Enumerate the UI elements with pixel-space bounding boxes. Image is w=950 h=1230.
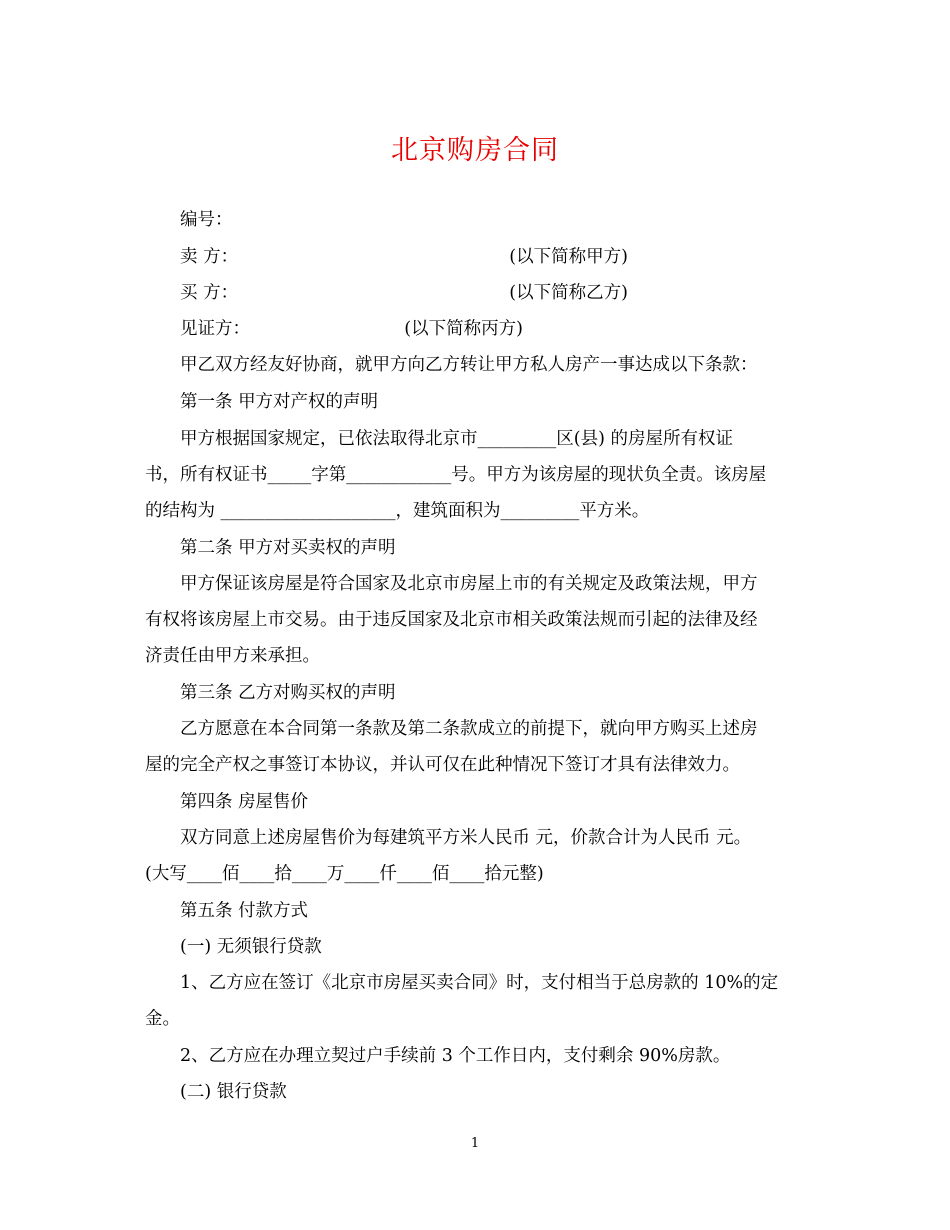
body-line: 甲方保证该房屋是符合国家及北京市房屋上市的有关规定及政策法规，甲方 <box>180 574 758 594</box>
body-line: 乙方愿意在本合同第一条款及第二条款成立的前提下，就向甲方购买上述房 <box>180 719 758 739</box>
body-line: 书，所有权证书_____字第____________号。甲方为该房屋的现状负全责。该房屋 <box>145 465 767 485</box>
article-2-heading: 第二条 甲方对买卖权的声明 <box>180 538 396 558</box>
article-1-heading: 第一条 甲方对产权的声明 <box>180 392 379 412</box>
subsection-heading: (二) 银行贷款 <box>180 1082 287 1102</box>
contract-number-line: 编号： <box>180 210 233 230</box>
body-line: 屋的完全产权之事签订本协议，并认可仅在此种情况下签订才具有法律效力。 <box>145 755 740 775</box>
body-line: 1、乙方应在签订《北京市房屋买卖合同》时，支付相当于总房款的 10%的定 <box>180 973 779 993</box>
article-4-heading: 第四条 房屋售价 <box>180 792 309 812</box>
seller-line: 卖 方： (以下简称甲方) <box>180 247 628 267</box>
document-title: 北京购房合同 <box>391 135 559 166</box>
body-line: 2、乙方应在办理立契过户手续前 3 个工作日内，支付剩余 90%房款。 <box>180 1046 731 1066</box>
subsection-heading: (一) 无须银行贷款 <box>180 937 322 957</box>
body-line: 的结构为 ____________________，建筑面积为_________平方米。 <box>145 501 650 521</box>
body-line: 甲方根据国家规定，已依法取得北京市_________区(县) 的房屋所有权证 <box>180 429 733 449</box>
body-line: 济责任由甲方来承担。 <box>145 646 320 666</box>
body-line: 有权将该房屋上市交易。由于违反国家及北京市相关政策法规而引起的法律及经 <box>145 610 758 630</box>
body-line: 金。 <box>145 1009 180 1029</box>
buyer-line: 买 方： (以下简称乙方) <box>180 283 628 303</box>
article-3-heading: 第三条 乙方对购买权的声明 <box>180 683 396 703</box>
body-line: (大写____佰____拾____万____仟____佰____拾元整) <box>145 864 544 884</box>
article-5-heading: 第五条 付款方式 <box>180 901 309 921</box>
preamble-line: 甲乙双方经友好协商，就甲方向乙方转让甲方私人房产一事达成以下条款： <box>180 355 758 375</box>
body-line: 双方同意上述房屋售价为每建筑平方米人民币 元，价款合计为人民币 元。 <box>180 828 752 848</box>
page-number: 1 <box>470 1136 480 1151</box>
witness-line: 见证方： (以下简称丙方) <box>180 319 523 339</box>
